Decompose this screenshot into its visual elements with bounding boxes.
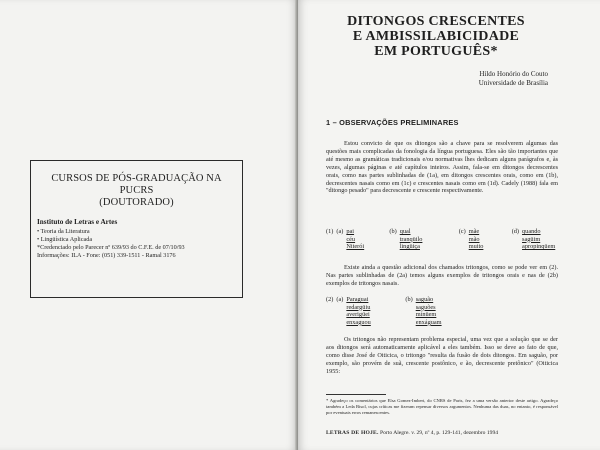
left-page xyxy=(0,0,297,450)
article-title-line3: EM PORTUGUÊS* xyxy=(374,44,498,59)
example-label: (a) xyxy=(336,228,344,235)
example-label: (b) xyxy=(405,296,413,303)
article-title xyxy=(336,14,536,59)
footnote: * Agradeço os comentários que Elsa Gomez-Imbert, do CNRS de Paris, fez a uma versão anterior deste artigo. Agradeço também a Leda Bisol, cujas críticas me fizeram repensar diversos argumentos. Nenhuma das duas, no entanto, é responsável por eventuais erros remanescentes. xyxy=(326,398,558,415)
example-word: averigüei xyxy=(346,311,370,319)
example-word: sagüim xyxy=(522,235,541,243)
example-word: Paraguai xyxy=(346,296,369,303)
box-title xyxy=(37,173,236,209)
credential-note: *Credenciado pelo Parecer nº 639/93 do C.F.E. de 07/10/93 xyxy=(37,244,185,251)
example-label: (d) xyxy=(511,228,520,235)
example-word: tranqüilo xyxy=(399,235,423,243)
example-label: (b) xyxy=(389,228,397,235)
footnote-divider xyxy=(326,394,386,395)
example-word: enxaguou xyxy=(346,318,371,326)
example-1-table xyxy=(326,228,558,251)
example-word: mínüem xyxy=(415,311,437,319)
box-title-line2: (DOUTORADO) xyxy=(99,197,174,208)
example-number: (2) xyxy=(326,296,334,303)
example-label: (c) xyxy=(458,228,466,235)
example-word: enxáguam xyxy=(415,318,442,326)
paragraph-3: Os tritongos não representam problema especial, uma vez que a solução que se der aos ditongos será automaticamente aplicável a eles também. Isso se deve ao fato de que, como disse José de Oiticica, o tritongo "resulta da fusão de dois ditongos. Em saguão, por exemplo, são provém de suã, crescente postônico, e ão, decrescente pretônico" (Oiticica 1955: xyxy=(326,336,558,375)
program-item: • Teoria da Literatura xyxy=(37,228,236,236)
program-list xyxy=(37,228,236,244)
article-title-line2: E AMBISSILABICIDADE xyxy=(352,29,520,44)
example-number: (1) xyxy=(326,228,334,235)
example-word: saguões xyxy=(415,303,436,311)
example-word: muito xyxy=(468,243,484,251)
example-word: quando xyxy=(522,228,541,235)
journal-name: LETRAS DE HOJE. xyxy=(326,430,379,436)
example-word: mão xyxy=(468,235,480,243)
right-page xyxy=(298,0,600,450)
example-word: lingüiça xyxy=(399,243,420,251)
example-word: Niterói xyxy=(346,243,365,251)
program-item: • Lingüística Aplicada xyxy=(37,236,236,244)
institute-name: Instituto de Letras e Artes xyxy=(37,218,118,226)
example-word: saguão xyxy=(415,296,434,303)
example-word: mãe xyxy=(468,228,480,235)
example-label: (a) xyxy=(336,296,344,303)
article-title-line1: DITONGOS CRESCENTES xyxy=(347,14,525,29)
pucrs-doctorate-box xyxy=(30,160,243,298)
example-word: redargüiu xyxy=(346,303,371,311)
contact-info: Informações: ILA - Fone: (051) 339-1511 - Ramal 3176 xyxy=(37,252,176,259)
journal-info: Porto Alegre. v. 29, nº 4, p. 129-141, dezembro 1994 xyxy=(378,430,499,436)
section-heading: 1 – OBSERVAÇÕES PRELIMINARES xyxy=(326,118,459,127)
box-title-line1: CURSOS DE PÓS-GRADUAÇÃO NA PUCRS xyxy=(51,173,222,196)
journal-citation xyxy=(326,430,558,437)
example-2-table xyxy=(326,296,445,326)
author-block xyxy=(479,70,548,88)
example-word: céu xyxy=(346,235,356,243)
example-word: apropinqüem xyxy=(522,243,556,251)
author-affiliation: Universidade de Brasília xyxy=(478,79,548,87)
paragraph-1: Estou convicto de que os ditongos são a chave para se resolverem algumas das questões mais complicadas da fonologia da língua portuguesa. Eles são tão importantes que até mesmo as gramáticas tradicionais e/ou normativas lhes dedicam alguns parágrafos e, às vezes, algumas páginas e até capítulos inteiros. Assim, fala-se em ditongos decrescentes orais, como nas partes sublinhadas de (1a), em ditongos crescentes orais, como em (1b), decrescentes nasais como em (1c) e crescentes nasais como em (1d). Cadely (1988) fala em "ditongo pesado" para decrescente e crescente respectivamente. xyxy=(326,140,558,195)
example-word: qual xyxy=(399,228,411,235)
author-name: Hildo Honório do Couto xyxy=(479,70,548,78)
paragraph-2: Existe ainda a questão adicional dos chamados tritongos, como se pode ver em (2). Nas partes sublinhadas de (2a) temos alguns exemplos de tritongos orais e nas de (2b) exemplos de tritongos nasais. xyxy=(326,264,558,287)
example-word: pai xyxy=(346,228,355,235)
